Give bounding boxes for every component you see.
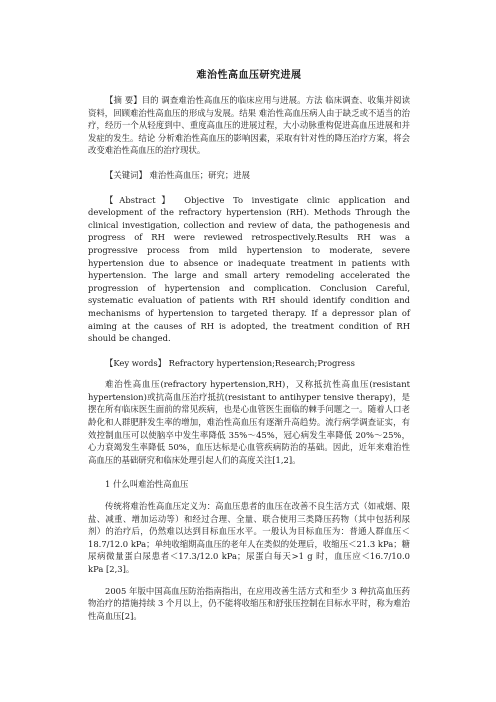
section-1-paragraph-2: 2005 年版中国高血压防治指南指出，在应用改善生活方式和至少 3 种抗高血压药物治疗的措施持续 3 个月以上，仍不能将收缩压和舒张压控制在目标水平时，称为难治性高血压[2]。	[88, 585, 410, 621]
section-1-paragraph-1: 传统将难治性高血压定义为：高血压患者的血压在改善不良生活方式（如戒烟、限盐、减重、增加运动等）和经过合理、全量、联合使用三类降压药物（其中包括利尿剂）的治疗后，仍然难以达到目标血压水平。一般认为目标血压为：普通人群血压＜18.7/12.0 kPa；单纯收缩期高血压的老年人在类似的处理后，收缩压＜21.3 kPa；糖尿病微量蛋白尿患者＜17.3/12.0 kPa；尿蛋白每天>1 g 时，血压应＜16.7/10.0 kPa [2,3]。	[88, 501, 410, 574]
introduction-paragraph: 难治性高血压(refractory hypertension,RH)，又称抵抗性高血压(resistant hypertension)或抗高血压治疗抵抗(resistant to antihyper tensive therapy)，是摆在所有临床医生面前的常见疾病，也是心血管医生面临的棘手问题之一。随着人口老龄化和人群肥胖发生率的增加，难治性高血压有逐渐升高趋势。流行病学调查证实，有效控制血压可以使脑卒中发生率降低 35%～45%，冠心病发生率降低 20%～25%，心力衰竭发生率降低 50%，血压达标是心血管疾病防治的基础。因此，近年来难治性高血压的基础研究和临床处理引起人们的高度关注[1,2]。	[88, 379, 410, 465]
abstract-chinese: 【摘 要】目的 调查难治性高血压的临床应用与进展。方法 临床调查、收集并阅读资料，回顾难治性高血压的形成与发展。结果 难治性高血压病人由于缺乏或不适当的治疗，经历一个从轻度到中、重度高血压的进展过程，大小动脉重构促进高血压进展和并发症的发生。结论 分析难治性高血压的影响因素，采取有针对性的降压治疗方案，将会改变难治性高血压的治疗现状。	[88, 95, 410, 156]
abstract-english: 【Abstract】 Objective To investigate clinic application and development of the refractory hypertension (RH). Methods Through the clinical investigation, collection and review of data, the pathogenesis and progress of RH were reviewed retrospectively.Results RH was a progressive process from mild hypertension to moderate, severe hypertension due to absence or inadequate treatment in patients with hypertension. The large and small artery remodeling accelerated the progression of hypertension and complication. Conclusion Careful, systematic evaluation of patients with RH should identify condition and mechanisms of hypertension to targeted therapy. If a depressor plan of aiming at the causes of RH is adopted, the treatment condition of RH should be changed.	[88, 194, 410, 344]
article-title: 难治性高血压研究进展	[196, 70, 302, 81]
keywords-english: 【Key words】 Refractory hypertension;Research;Progress	[105, 357, 355, 368]
section-heading-1: 1 什么叫难治性高血压	[105, 479, 189, 490]
article-body	[88, 66, 410, 622]
keywords-chinese: 【关键词】 难治性高血压；研究；进展	[105, 169, 251, 180]
